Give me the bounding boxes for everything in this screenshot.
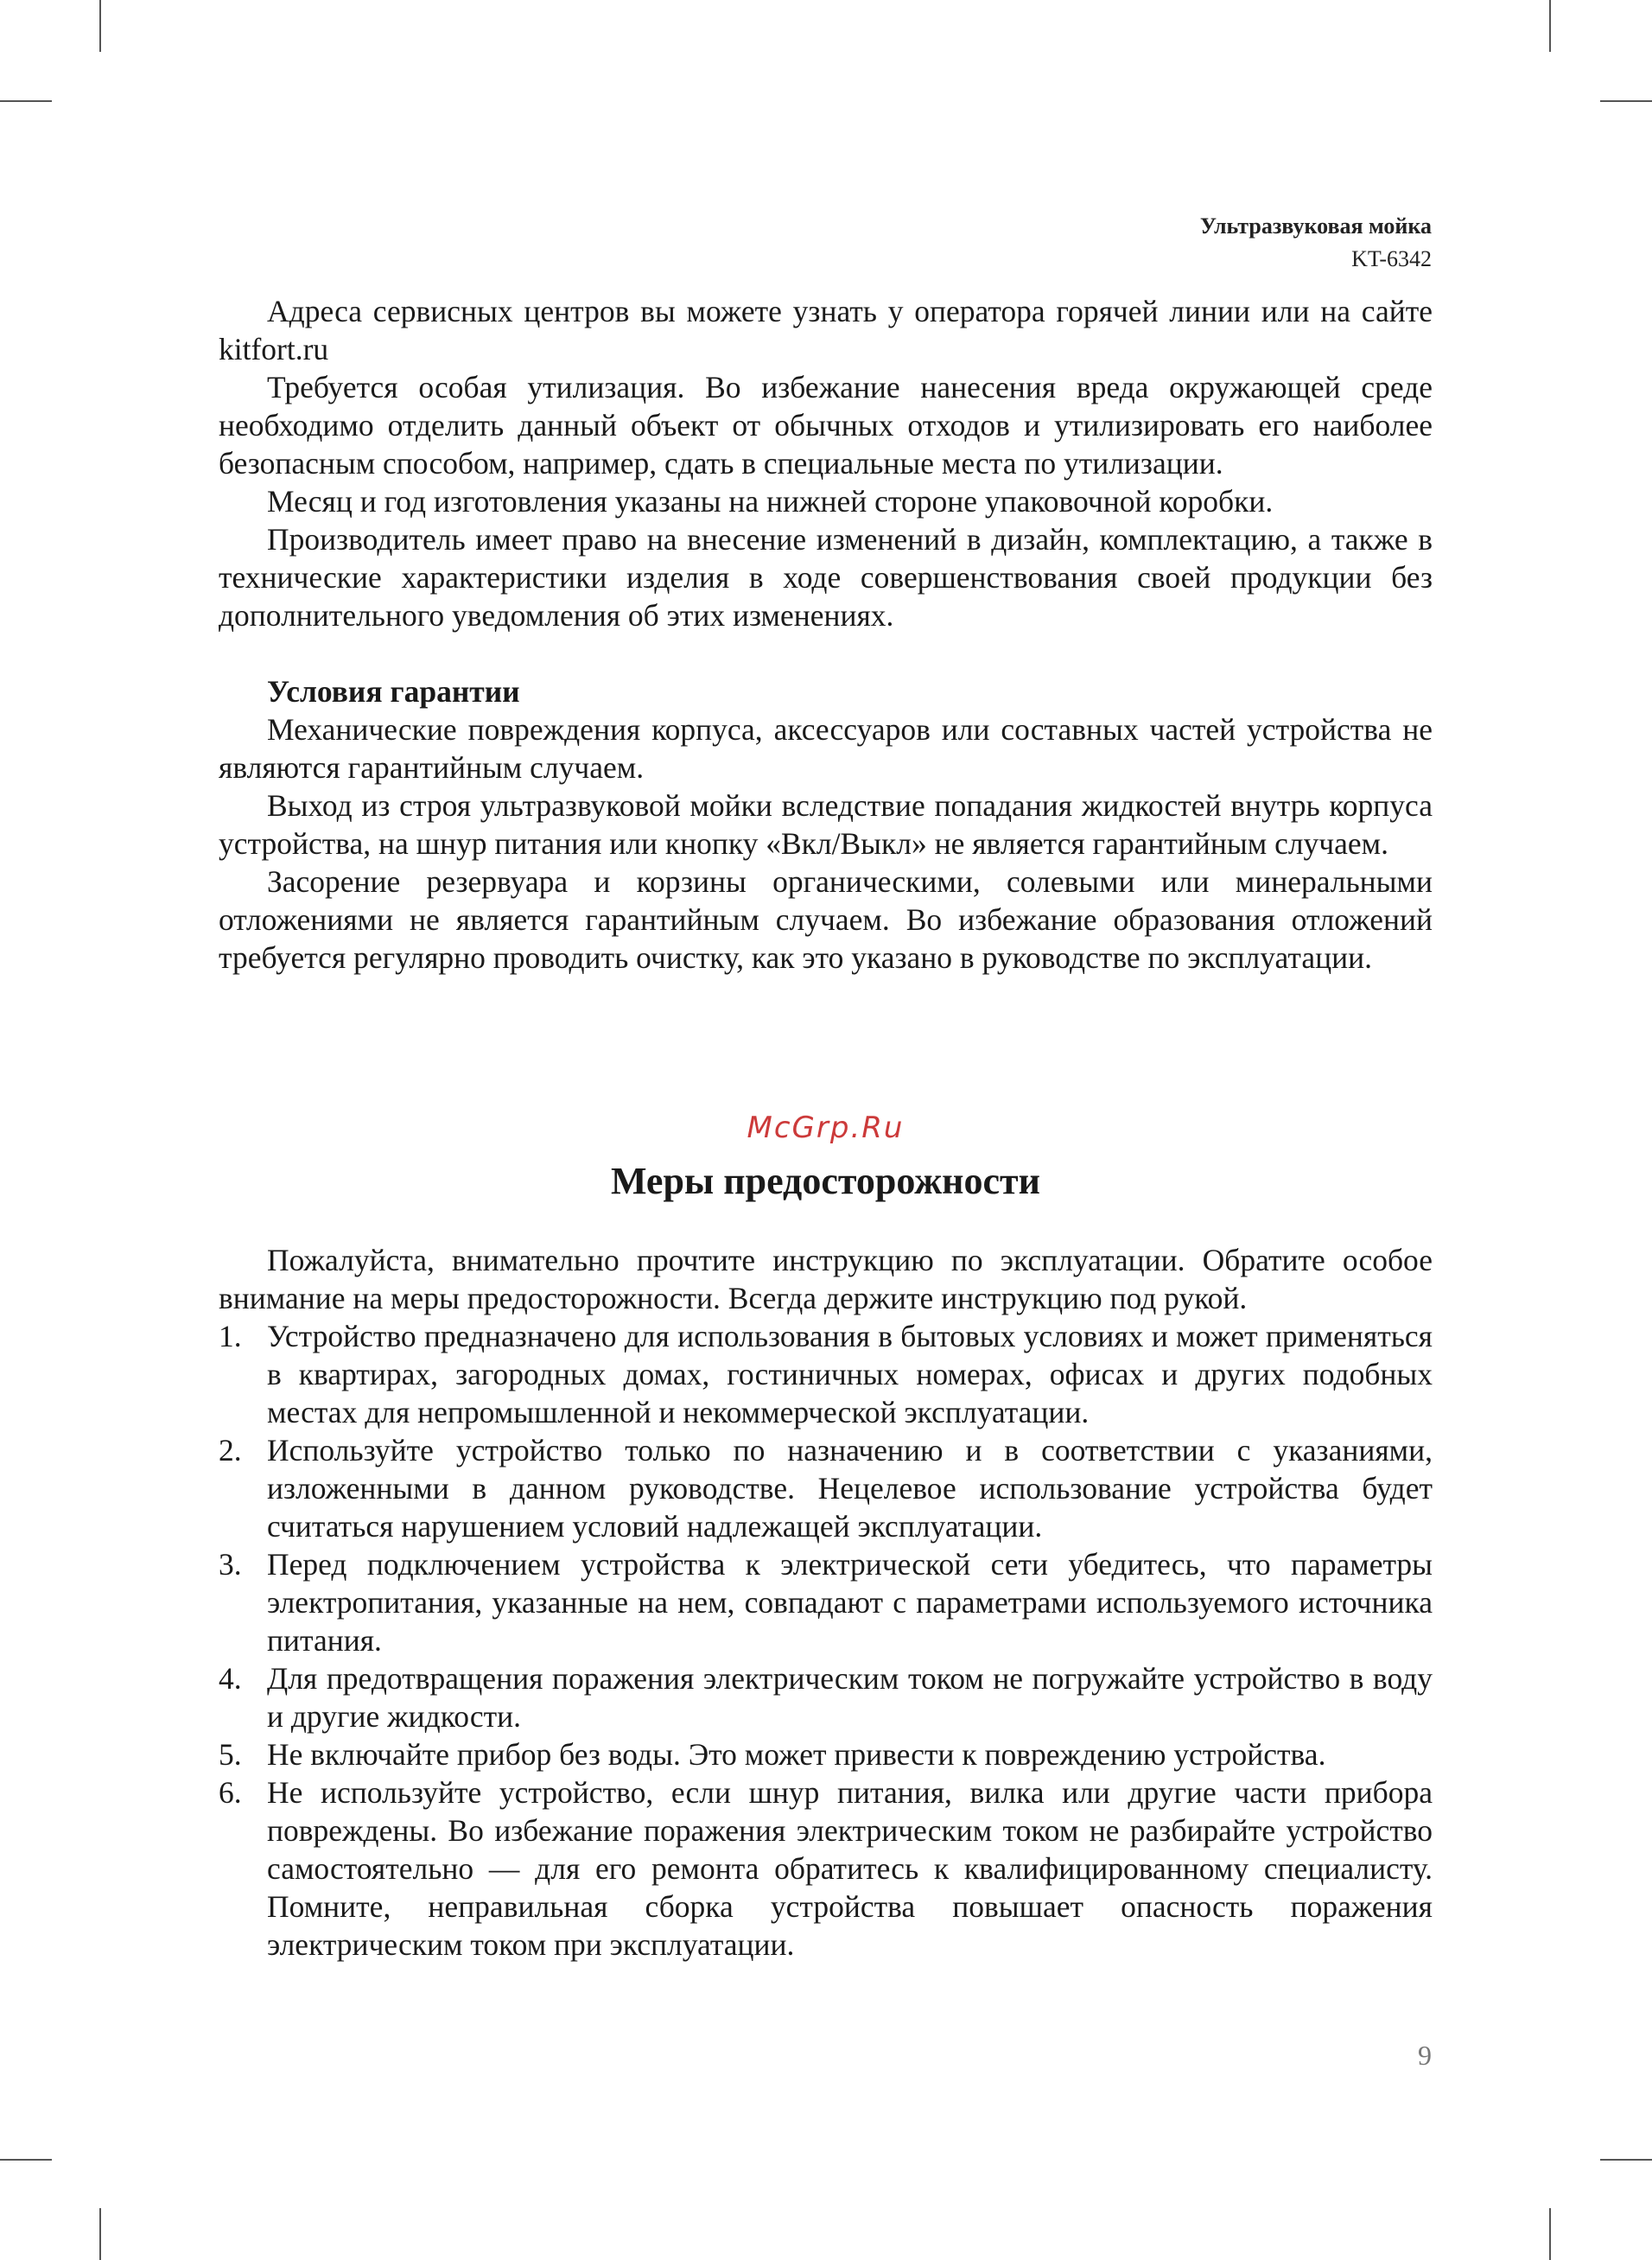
warranty-heading: Условия гарантии (267, 674, 520, 709)
list-item (219, 1317, 1433, 1431)
page-number: 9 (1418, 2040, 1432, 2071)
list-text: Используйте устройство только по назначению и в соответствии с указаниями, изложенными в данном руководстве. Нецелевое использование устройства будет считаться нарушением условий надлежащей эксплуатации. (267, 1433, 1433, 1544)
list-text: Не включайте прибор без воды. Это может привести к повреждению устройства. (267, 1737, 1326, 1772)
crop-mark (1549, 2208, 1551, 2260)
crop-mark (1600, 100, 1652, 102)
main-text (219, 292, 1433, 977)
crop-mark (1600, 2159, 1652, 2161)
list-item (219, 1773, 1433, 1964)
list-number: 5. (219, 1737, 242, 1772)
crop-mark (0, 2159, 52, 2161)
list-text: Для предотвращения поражения электрическим током не погружайте устройство в воду и другие жидкости. (267, 1661, 1433, 1734)
running-header (1200, 210, 1432, 276)
paragraph: Механические повреждения корпуса, аксессуаров или составных частей устройства не являются гарантийным случаем. (219, 712, 1433, 785)
header-model: KT-6342 (1351, 246, 1432, 271)
crop-mark (99, 0, 101, 52)
header-title: Ультразвуковая мойка (1199, 213, 1432, 239)
list-number: 1. (219, 1319, 242, 1353)
list-text: Перед подключением устройства к электрической сети убедитесь, что параметры электропитания, указанные на нем, совпадают с параметрами используемого источника питания. (267, 1547, 1433, 1658)
list-item (219, 1431, 1433, 1545)
list-item (219, 1545, 1433, 1659)
section-title: Меры предосторожности (610, 1160, 1041, 1202)
precautions-list (219, 1317, 1433, 1964)
watermark: McGrp.Ru (747, 1111, 905, 1145)
crop-mark (99, 2208, 101, 2260)
paragraph: Требуется особая утилизация. Во избежание нанесения вреда окружающей среде необходимо отделить данный объект от обычных отходов и утилизировать его наиболее безопасным способом, например, сдать в специальные места по утилизации. (219, 370, 1433, 481)
list-text: Не используйте устройство, если шнур питания, вилка или другие части прибора повреждены. Во избежание поражения электрическим током не разбирайте устройство самостоятельно — для его ремонта обратитесь к квалифицированному специалисту. Помните, неправильная сборка устройства повышает опасность поражения электрическим током при эксплуатации. (267, 1775, 1433, 1962)
paragraph: Адреса сервисных центров вы можете узнать у оператора горячей линии или на сайте kitfort.ru (219, 294, 1433, 366)
list-number: 2. (219, 1433, 242, 1467)
list-text: Устройство предназначено для использования в бытовых условиях и может применяться в квартирах, загородных домах, гостиничных номерах, офисах и других подобных местах для непромышленной и некоммерческой эксплуатации. (267, 1319, 1433, 1429)
list-item (219, 1659, 1433, 1735)
paragraph: Засорение резервуара и корзины органическими, солевыми или минеральными отложениями не является гарантийным случаем. Во избежание образования отложений требуется регулярно проводить очистку, как это указано в руководстве по эксплуатации. (219, 864, 1433, 975)
crop-mark (1549, 0, 1551, 52)
list-item (219, 1735, 1433, 1773)
precautions-text (219, 1241, 1433, 1964)
list-number: 4. (219, 1661, 242, 1696)
paragraph: Выход из строя ультразвуковой мойки вследствие попадания жидкостей внутрь корпуса устройства, на шнур питания или кнопку «Вкл/Выкл» не является гарантийным случаем. (219, 788, 1433, 861)
paragraph: Месяц и год изготовления указаны на нижней стороне упаковочной коробки. (267, 484, 1274, 519)
paragraph: Производитель имеет право на внесение изменений в дизайн, комплектацию, а также в технические характеристики изделия в ходе совершенствования своей продукции без дополнительного уведомления об этих изменениях. (219, 522, 1433, 633)
crop-mark (0, 100, 52, 102)
list-number: 6. (219, 1775, 242, 1810)
paragraph: Пожалуйста, внимательно прочтите инструкцию по эксплуатации. Обратите особое внимание на меры предосторожности. Всегда держите инструкцию под рукой. (219, 1243, 1433, 1315)
list-number: 3. (219, 1547, 242, 1582)
